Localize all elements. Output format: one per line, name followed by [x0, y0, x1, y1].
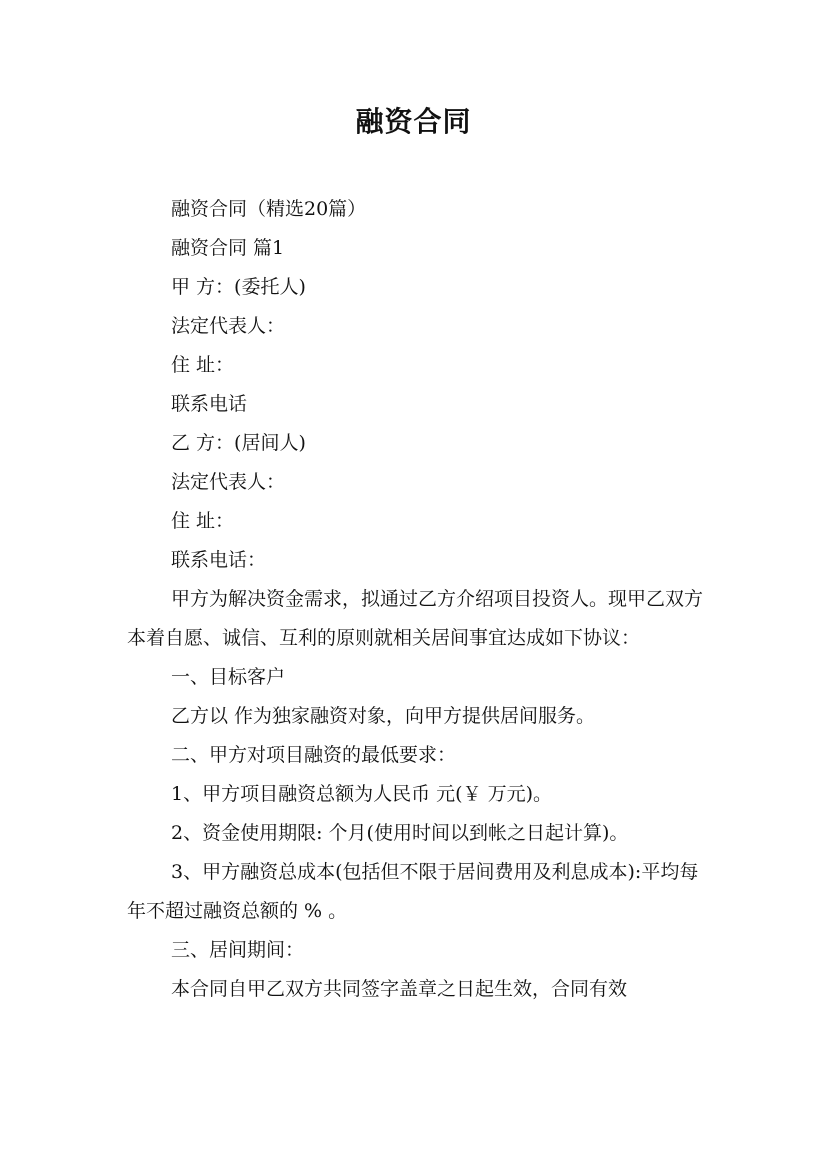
section-3-text: 本合同自甲乙双方共同签字盖章之日起生效，合同有效 [171, 978, 628, 1000]
section-1-heading: 一、目标客户 [171, 666, 286, 688]
document-body [127, 190, 717, 1009]
party-b-legal-rep: 法定代表人： [171, 471, 286, 493]
party-a-phone: 联系电话 [171, 393, 248, 415]
party-b-phone: 联系电话： [171, 549, 267, 571]
party-a-label: 甲 方：(委托人) [171, 276, 306, 298]
section-1-text: 乙方以 作为独家融资对象，向甲方提供居间服务。 [171, 705, 596, 727]
party-a-legal-rep: 法定代表人： [171, 315, 286, 337]
article-heading: 融资合同 篇1 [171, 237, 285, 259]
section-2-item-1: 1、甲方项目融资总额为人民币 元(￥ 万元)。 [171, 783, 552, 805]
section-2-heading: 二、甲方对项目融资的最低要求： [171, 744, 457, 766]
intro-paragraph: 甲方为解决资金需求，拟通过乙方介绍项目投资人。现甲乙双方本着自愿、诚信、互利的原则就相关居间事宜达成如下协议： [127, 588, 704, 649]
party-b-address: 住 址： [171, 510, 235, 532]
party-a-address: 住 址： [171, 354, 235, 376]
document-title: 融资合同 [355, 105, 472, 138]
section-2-item-3: 3、甲方融资总成本(包括但不限于居间费用及利息成本):平均每年不超过融资总额的 % 。 [127, 861, 699, 922]
subtitle-line: 融资合同（精选20篇） [171, 198, 367, 220]
section-3-heading: 三、居间期间： [171, 939, 305, 961]
section-2-item-2: 2、资金使用期限: 个月(使用时间以到帐之日起计算)。 [171, 822, 629, 844]
party-b-label: 乙 方：(居间人) [171, 432, 306, 454]
